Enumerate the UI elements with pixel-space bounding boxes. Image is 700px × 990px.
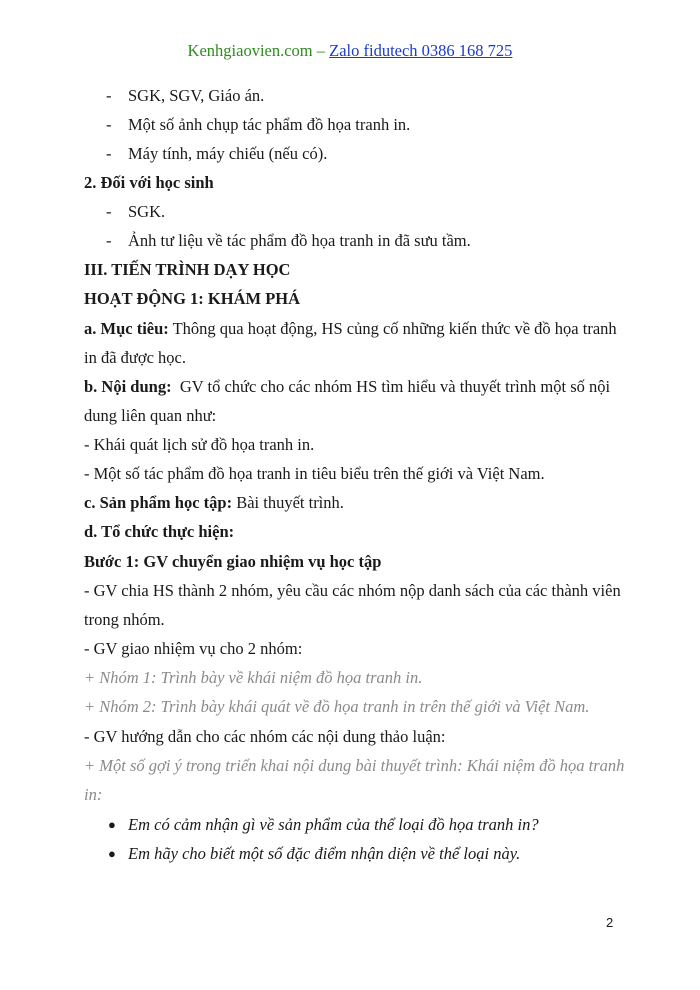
- content-line: b. Nội dung: GV tổ chức cho các nhóm HS tìm hiểu và thuyết trình một số nội: [84, 377, 611, 396]
- header-site: Kenhgiaovien.com: [187, 41, 313, 60]
- page-number: 2: [606, 915, 614, 930]
- question-item: ● Em hãy cho biết một số đặc điểm nhận diện về thể loại này.: [108, 844, 521, 863]
- suggestion-line: + Một số gợi ý trong triển khai nội dung bài thuyết trình: Khái niệm đồ họa tranh: [84, 756, 625, 775]
- list-item: - Ảnh tư liệu về tác phẩm đồ họa tranh in đã sưu tầm.: [106, 231, 471, 250]
- goal-line-2: in đã được học.: [84, 348, 186, 367]
- question-item: ● Em có cảm nhận gì về sản phẩm của thể loại đồ họa tranh in?: [108, 815, 539, 834]
- step1-heading: Bước 1: GV chuyển giao nhiệm vụ học tập: [84, 552, 382, 571]
- page-header: [0, 41, 700, 61]
- step1-line: - GV chia HS thành 2 nhóm, yêu cầu các nhóm nộp danh sách của các thành viên: [84, 581, 621, 600]
- header-zalo-link[interactable]: Zalo fidutech 0386 168 725: [329, 41, 513, 60]
- content-line-2: dung liên quan như:: [84, 406, 217, 425]
- bullet-icon: ●: [108, 817, 116, 832]
- group-task: + Nhóm 2: Trình bày khái quát về đồ họa tranh in trên thế giới và Việt Nam.: [84, 697, 590, 716]
- list-item: - SGK.: [106, 202, 166, 221]
- content-item: - Khái quát lịch sử đồ họa tranh in.: [84, 435, 315, 454]
- bullet-icon: ●: [108, 846, 116, 861]
- list-item: - Một số ảnh chụp tác phẩm đồ họa tranh in.: [106, 115, 411, 134]
- product-line: c. Sản phẩm học tập: Bài thuyết trình.: [84, 493, 344, 512]
- header-separator: –: [312, 41, 330, 60]
- goal-line: a. Mục tiêu: Thông qua hoạt động, HS củng cố những kiến thức về đồ họa tranh: [84, 319, 617, 338]
- guide-line: - GV hướng dẫn cho các nhóm các nội dung thảo luận:: [84, 727, 446, 746]
- students-heading: 2. Đối với học sinh: [84, 173, 214, 192]
- list-item: - Máy tính, máy chiếu (nếu có).: [106, 144, 328, 163]
- step1-line: - GV giao nhiệm vụ cho 2 nhóm:: [84, 639, 303, 658]
- activity-heading: HOẠT ĐỘNG 1: KHÁM PHÁ: [84, 289, 301, 308]
- group-task: + Nhóm 1: Trình bày về khái niệm đồ họa tranh in.: [84, 668, 423, 687]
- content-item: - Một số tác phẩm đồ họa tranh in tiêu biểu trên thế giới và Việt Nam.: [84, 464, 545, 483]
- section-heading: III. TIẾN TRÌNH DẠY HỌC: [84, 260, 291, 279]
- suggestion-line-2: in:: [84, 785, 103, 804]
- step1-line: trong nhóm.: [84, 610, 165, 629]
- organize-heading: d. Tổ chức thực hiện:: [84, 522, 235, 541]
- list-item: - SGK, SGV, Giáo án.: [106, 86, 265, 105]
